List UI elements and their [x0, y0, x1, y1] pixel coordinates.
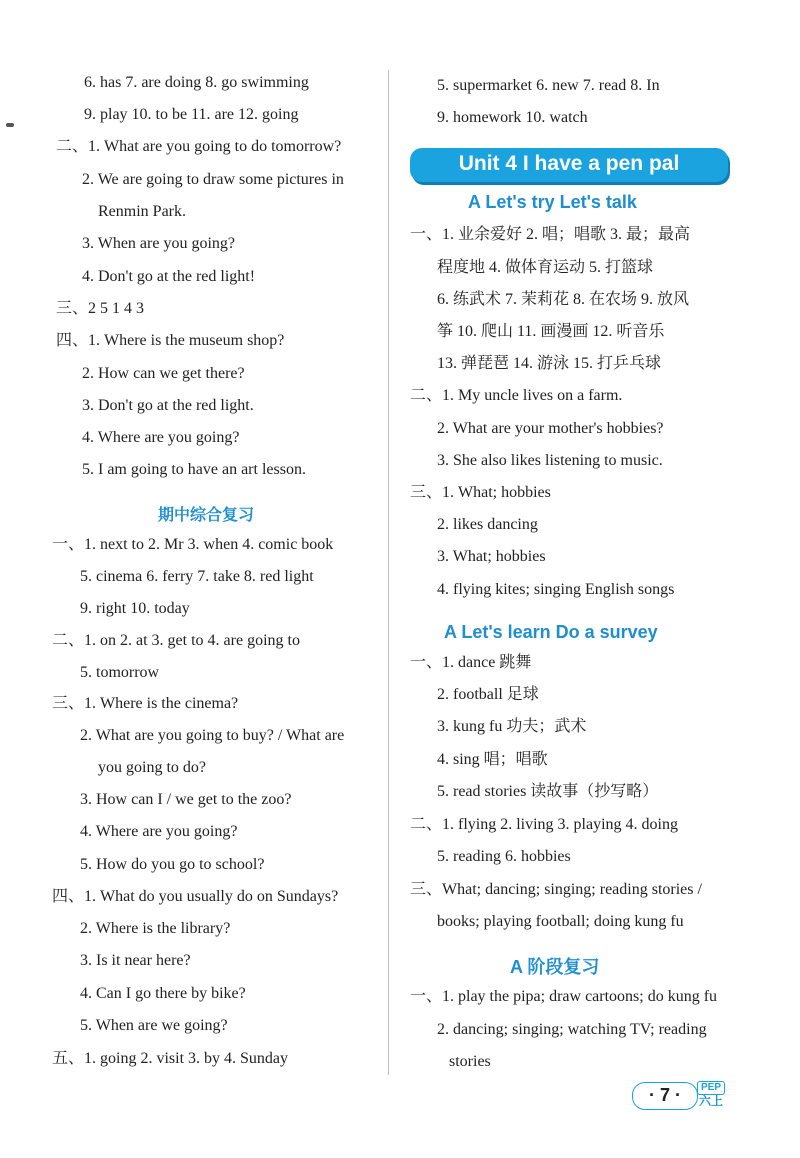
- answer-line: 一、1. next to 2. Mr 3. when 4. comic book: [52, 536, 334, 553]
- answer-line: 5. When are we going?: [80, 1017, 228, 1034]
- answer-line: 四、1. What do you usually do on Sundays?: [52, 888, 339, 905]
- answer-line: 6. 练武术 7. 茉莉花 8. 在农场 9. 放风: [437, 291, 690, 308]
- answer-line: 一、1. dance 跳舞: [410, 654, 532, 671]
- answer-line: 二、1. My uncle lives on a farm.: [410, 387, 623, 404]
- page-number-badge: [632, 1082, 698, 1110]
- pep-grade-mark: [697, 1081, 725, 1107]
- answer-line: 2. likes dancing: [437, 516, 538, 533]
- answer-line: books; playing football; doing kung fu: [437, 913, 684, 930]
- unit-banner: [410, 148, 728, 182]
- answer-line: 2. football 足球: [437, 686, 539, 703]
- section-title-lets-learn: A Let's learn Do a survey: [444, 622, 658, 642]
- answer-line: 3. kung fu 功夫；武术: [437, 718, 587, 735]
- answer-line: 程度地 4. 做体育运动 5. 打篮球: [437, 259, 654, 276]
- answer-line: 5. reading 6. hobbies: [437, 848, 571, 865]
- answer-line: 三、1. What; hobbies: [410, 484, 551, 501]
- pep-label: PEP: [697, 1081, 725, 1095]
- answer-line: Renmin Park.: [98, 203, 186, 220]
- answer-line: 4. Don't go at the red light!: [82, 268, 256, 285]
- answer-line: 4. Can I go there by bike?: [80, 985, 246, 1002]
- answer-line: 2. Where is the library?: [80, 920, 231, 937]
- section-title-stage-review: A 阶段复习: [510, 957, 600, 977]
- page-number: · 7 ·: [648, 1085, 681, 1105]
- answer-line: 一、1. play the pipa; draw cartoons; do kung fu: [410, 988, 718, 1005]
- column-divider: [388, 70, 389, 1075]
- answer-line: 3. Don't go at the red light.: [82, 397, 254, 414]
- answer-line: 四、1. Where is the museum shop?: [56, 332, 285, 349]
- answer-line: 2. What are your mother's hobbies?: [437, 420, 664, 437]
- answer-line: 二、1. flying 2. living 3. playing 4. doing: [410, 816, 678, 833]
- answer-line: 5. How do you go to school?: [80, 856, 265, 873]
- answer-line: 三、2 5 1 4 3: [56, 300, 145, 317]
- answer-line: 4. sing 唱；唱歌: [437, 751, 548, 768]
- section-title-lets-try: A Let's try Let's talk: [468, 192, 637, 212]
- answer-line: 3. When are you going?: [82, 235, 235, 252]
- answer-line: 2. We are going to draw some pictures in: [82, 171, 344, 188]
- answer-line: 五、1. going 2. visit 3. by 4. Sunday: [52, 1050, 289, 1067]
- scan-artifact: [6, 123, 14, 127]
- grade-label: 六上: [698, 1094, 723, 1108]
- answer-line: 4. flying kites; singing English songs: [437, 581, 675, 598]
- answer-line: 5. read stories 读故事（抄写略）: [437, 783, 659, 800]
- answer-line: 3. Is it near here?: [80, 952, 191, 969]
- answer-line: 9. homework 10. watch: [437, 109, 588, 126]
- answer-line: 9. right 10. today: [80, 600, 190, 617]
- answer-line: 三、What; dancing; singing; reading stories /: [410, 881, 702, 898]
- answer-line: 4. Where are you going?: [80, 823, 238, 840]
- unit-title: Unit 4 I have a pen pal: [458, 152, 680, 175]
- answer-line: 13. 弹琵琶 14. 游泳 15. 打乒乓球: [437, 355, 662, 372]
- answer-line: 2. dancing; singing; watching TV; reading: [437, 1021, 707, 1038]
- answer-line: 9. play 10. to be 11. are 12. going: [84, 106, 299, 123]
- answer-line: 二、1. What are you going to do tomorrow?: [56, 138, 342, 155]
- answer-line: 2. What are you going to buy? / What are: [80, 727, 345, 744]
- answer-line: 二、1. on 2. at 3. get to 4. are going to: [52, 632, 300, 649]
- answer-line: 3. How can I / we get to the zoo?: [80, 791, 292, 808]
- answer-line: 3. What; hobbies: [437, 548, 546, 565]
- answer-line: 2. How can we get there?: [82, 365, 245, 382]
- answer-line: 4. Where are you going?: [82, 429, 240, 446]
- answer-line: 5. tomorrow: [80, 664, 160, 681]
- answer-line: 三、1. Where is the cinema?: [52, 695, 239, 712]
- section-title-midterm: 期中综合复习: [158, 507, 255, 524]
- answer-line: you going to do?: [98, 759, 206, 776]
- answer-line: 筝 10. 爬山 11. 画漫画 12. 听音乐: [437, 323, 665, 340]
- answer-line: 3. She also likes listening to music.: [437, 452, 663, 469]
- answer-line: 一、1. 业余爱好 2. 唱；唱歌 3. 最；最高: [410, 226, 691, 243]
- answer-line: 6. has 7. are doing 8. go swimming: [84, 74, 309, 91]
- answer-line: 5. cinema 6. ferry 7. take 8. red light: [80, 568, 314, 585]
- answer-line: stories: [449, 1053, 491, 1070]
- answer-line: 5. supermarket 6. new 7. read 8. In: [437, 77, 660, 94]
- answer-line: 5. I am going to have an art lesson.: [82, 461, 306, 478]
